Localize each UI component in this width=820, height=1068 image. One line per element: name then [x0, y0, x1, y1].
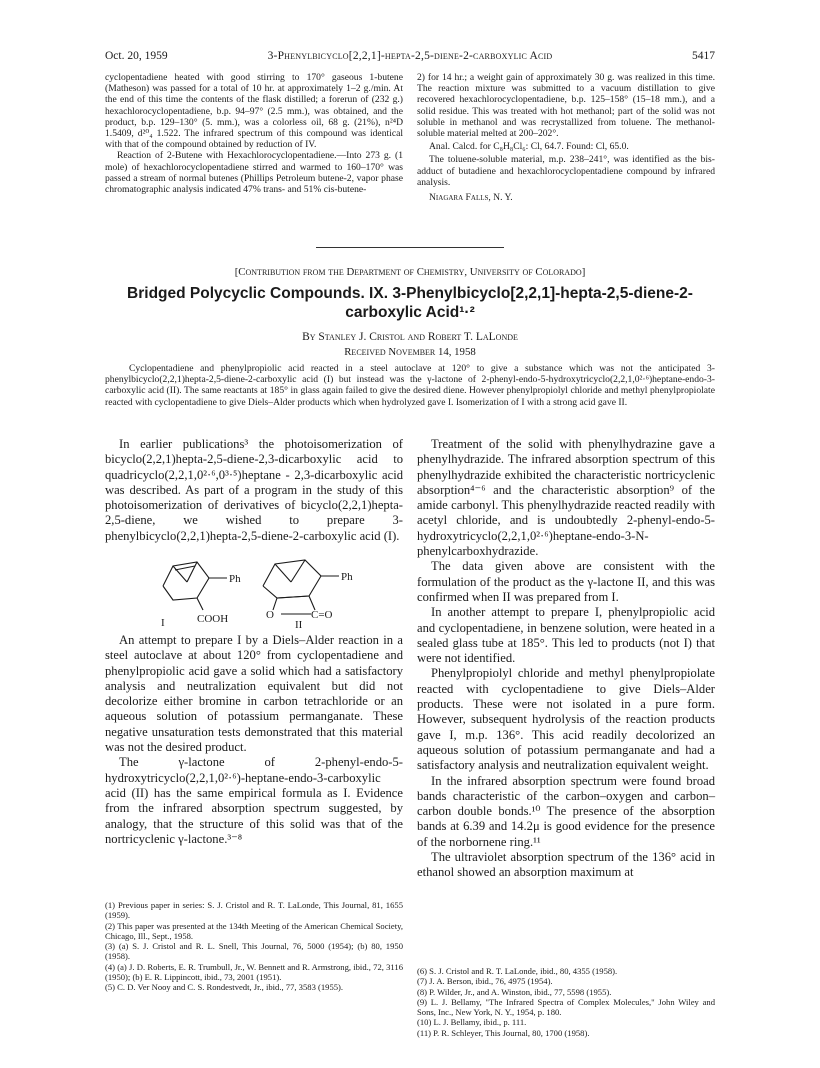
prev-paragraph: Reaction of 2-Butene with Hexachlorocyclopentadiene.—Into 273 g. (1 mole) of hexachlorocyclopentadiene stirred and warmed to 160–170° was passed a stream of normal butenes (Phillips Petroleum butene-2, vapor phase chromatographic analysis indicated 47% trans- and 51% cis-butene- — [105, 150, 403, 196]
prev-article-right-column — [417, 72, 715, 203]
body-left-column-top — [105, 437, 403, 544]
structure-II-label: II — [295, 619, 303, 628]
header-running-title: 3-Phenylbicyclo[2,2,1]-hepta-2,5-diene-2-carboxylic Acid — [267, 50, 553, 62]
structure-I — [163, 562, 227, 610]
footnote: (6) S. J. Cristol and R. T. LaLonde, ibid., 80, 4355 (1958). — [417, 966, 618, 976]
footnote: (11) P. R. Schleyer, This Journal, 80, 1700 (1958). — [417, 1027, 590, 1038]
footnotes-left — [105, 900, 403, 993]
header-date: Oct. 20, 1959 — [105, 50, 168, 62]
footnote: (5) C. D. Ver Nooy and C. S. Rondestvedt, Jr., ibid., 77, 3583 (1955). — [105, 982, 344, 993]
body-paragraph: In another attempt to prepare I, phenylpropiolic acid and cyclopentadiene, in benzene solution, were heated in a sealed glass tube at 185°. This led to products (not I) that were not identified. — [417, 605, 715, 666]
section-divider — [316, 247, 504, 248]
body-paragraph: In the infrared absorption spectrum were found broad bands characteristic of the carbon–oxygen and carbon–carbon double bonds.¹⁰ The presence of the absorption bands at 6.39 and 14.2μ is good evidence for the presence of the norbornene ring.¹¹ — [417, 773, 715, 849]
prev-article-left-column — [105, 72, 403, 195]
body-right-column — [417, 437, 715, 881]
running-header — [105, 50, 715, 66]
structure-II — [263, 560, 339, 614]
structure-I-acid: COOH — [197, 613, 229, 625]
contribution-line: [Contribution from the Department of Chemistry, University of Colorado] — [234, 266, 586, 278]
prev-analysis: Anal. Calcd. for C₈H₈Cl₆: Cl, 64.7. Found: Cl, 65.0. — [429, 141, 629, 153]
header-page-number: 5417 — [692, 50, 715, 62]
body-paragraph: Phenylpropiolyl chloride and methyl phenylpropiolate reacted with cyclopentadiene to give Diels–Alder products. These were not isolated in a pure form. However, subsequent hydrolysis of the reaction products gave I, m.p. 136°. This acid readily decolorized an aqueous solution of potassium permanganate and had a satisfactory analysis and neutralization equivalent weight. — [417, 666, 715, 773]
structure-II-oxygen: O — [266, 609, 274, 621]
structure-diagram — [145, 548, 375, 628]
body-paragraph: The γ-lactone of 2-phenyl-endo-5-hydroxytricyclo(2,2,1,0²·⁶)-heptane-endo-3-carboxylic acid (II) has the same empirical formula as I. Evidence from the infrared absorption spectrum suggested, by analogy, that the structure of this solid was that of the nortricyclenic γ-lactone.³⁻⁸ — [105, 755, 403, 846]
body-paragraph: The data given above are consistent with the formulation of the product as the γ-lactone II, and this was confirmed when II was prepared from I. — [417, 559, 715, 604]
prev-location: Niagara Falls, N. Y. — [429, 192, 513, 204]
structure-II-ph: Ph — [341, 571, 353, 583]
footnote: (7) J. A. Berson, ibid., 76, 4975 (1954). — [417, 976, 553, 987]
footnote: (8) P. Wilder, Jr., and A. Winston, ibid., 77, 5598 (1955). — [417, 986, 612, 997]
footnote: (1) Previous paper in series: S. J. Cristol and R. T. LaLonde, This Journal, 81, 1655 (1959). — [105, 900, 403, 921]
footnotes-right — [417, 966, 715, 1038]
article-title: Bridged Polycyclic Compounds. IX. 3-Phenylbicyclo[2,2,1]-hepta-2,5-diene-2-carboxylic Acid¹·² — [127, 285, 693, 321]
body-paragraph: The ultraviolet absorption spectrum of the 136° acid in ethanol showed an absorption maximum at — [417, 850, 715, 880]
footnote: (9) L. J. Bellamy, "The Infrared Spectra of Complex Molecules," John Wiley and Sons, Inc., New York, N. Y., 1954, p. 180. — [417, 996, 715, 1018]
article-authors: By Stanley J. Cristol and Robert T. LaLonde — [302, 331, 518, 343]
prev-paragraph: cyclopentadiene heated with good stirring to 170° gaseous 1-butene (Matheson) was passed for a total of 10 hr. at approximately 1–2 g./min. At the end of this time the contents of the flask distilled; a forerun of (232 g.) hexachlorocyclopentadiene, b.p. 94–97° (2.5 mm.), was obtained, and the product, b.p. 129–130° (5. mm.), was a colorless oil, 68 g. (21%), n²⁴D 1.5409, d²⁰₄ 1.522. The infrared spectrum of this compound was identical with that of the compound obtained by reduction of IV. — [105, 72, 403, 151]
body-paragraph: In earlier publications³ the photoisomerization of bicyclo(2,2,1)hepta-2,5-diene-2,3-dicarboxylic acid to quadricyclo(2,2,1,0²·⁶,0³·⁵)heptane - 2,3-dicarboxylic acid was described. As part of a program in the study of this photoisomerization of derivatives of bicyclo(2,2,1)hepta-2,5-diene, we wished to prepare 3-phenylbicyclo(2,2,1)hepta-2,5-diene-2-carboxylic acid (I). — [105, 437, 403, 543]
structure-I-label: I — [161, 617, 165, 628]
footnote: (2) This paper was presented at the 134th Meeting of the American Chemical Society, Chicago, Ill., Sept., 1958. — [105, 920, 403, 941]
footnote: (4) (a) J. D. Roberts, E. R. Trumbull, Jr., W. Bennett and R. Armstrong, ibid., 72, 3116 (1950); (b) E. R. Lippincott, ibid., 73, 2001 (1951). — [105, 961, 403, 983]
footnote: (3) (a) S. J. Cristol and R. L. Snell, This Journal, 76, 5000 (1954); (b) 80, 1950 (1958). — [105, 941, 403, 962]
abstract: Cyclopentadiene and phenylpropiolic acid reacted in a steel autoclave at 120° to give a substance which was not the anticipated 3-phenylbicyclo(2,2,1)hepta-2,5-diene-2-carboxylic acid (I) but instead was the γ-lactone of 2-phenyl-endo-5-hydroxytricyclo(2,2,1,0²·⁶)heptane-endo-3-carboxylic acid (II). The same reactants at 185° in glass again failed to give the desired diene. However phenylpropiolyl chloride and methyl phenylpropiolate reacted with cyclopentadiene to give Diels–Alder products which when hydrolyzed gave I. Isomerization of I with a strong acid gave II. — [105, 363, 715, 408]
body-left-column-bottom — [105, 633, 403, 847]
structure-I-ph: Ph — [229, 573, 241, 585]
prev-paragraph: The toluene-soluble material, m.p. 238–241°, was identified as the bis-adduct of butadiene and hexachlorocyclopentadiene compound by infrared analysis. — [417, 154, 715, 188]
body-paragraph: An attempt to prepare I by a Diels–Alder reaction in a steel autoclave at about 120° from cyclopentadiene and phenylpropiolic acid gave a solid which had a satisfactory analysis and neutralization equivalent but did not decolorize either bromine in carbon tetrachloride or an aqueous solution of potassium permanganate. These negative unsaturation tests demonstrated that this material was not the desired product. — [105, 633, 403, 755]
body-paragraph: Treatment of the solid with phenylhydrazine gave a phenylhydrazide. The infrared absorption spectrum of this phenylhydrazide exhibited the characteristic nortricyclenic absorption⁴⁻⁶ and the characteristic absorption⁹ of the amide carbonyl. This phenylhydrazide reacted readily with acetyl chloride, and is undoubtedly 2-phenyl-endo-5-hydroxytricyclo(2,2,1,0²·⁶)heptane-endo-3-N-phenylcarboxhydrazide. — [417, 437, 715, 559]
footnote: (10) L. J. Bellamy, ibid., p. 111. — [417, 1017, 527, 1028]
prev-paragraph: 2) for 14 hr.; a weight gain of approximately 30 g. was realized in this time. The reaction mixture was submitted to a vacuum distillation to give recovered hexachlorocyclopentadiene, b.p. 125–158° (15–18 mm.), and a solid residue. This was treated with hot methanol; part of the solid was not soluble in methanol and was recrystallized from toluene. The methanol-soluble material melted at 200–202°. — [417, 72, 715, 140]
structure-II-carbonyl: C=O — [311, 609, 333, 621]
received-date: Received November 14, 1958 — [344, 346, 476, 358]
